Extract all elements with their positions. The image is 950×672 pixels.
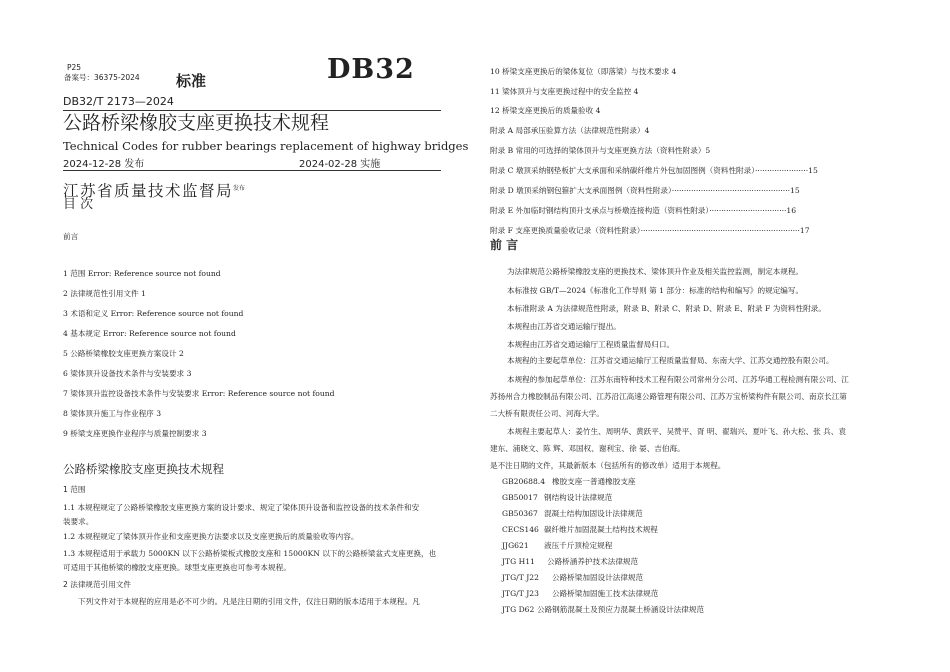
reference-code: JTG H11	[502, 557, 535, 566]
toc-item-design[interactable]: 5 公路桥梁橡胶支座更换方案设计 2	[63, 349, 184, 358]
issuer-suffix: 发布	[233, 184, 246, 192]
toc-heading: 目 次	[63, 197, 94, 212]
reference-name: 公路桥梁加固设计法律规范	[552, 573, 644, 582]
reference-name: 混凝土结构加固设计法律规范	[544, 509, 643, 518]
body-heading: 公路桥梁橡胶支座更换技术规程	[63, 462, 224, 476]
toc-item-lifting-procedure[interactable]: 8 梁体顶升施工与作业程序 3	[63, 409, 162, 418]
foreword-line-drafters-cont: 建东、浦晓文、陈 辉、邓国权、谢利宝、徐 晏、吉伯海。	[490, 444, 685, 453]
reference-name: 公路桥梁加固施工技术法律规范	[552, 589, 659, 598]
toc-item-scope[interactable]: 1 范围 Error: Reference source not found	[63, 269, 221, 278]
page-title-cn: 公路桥梁橡胶支座更换技术规程	[63, 112, 330, 134]
toc-item-appendix-c[interactable]: 附录 C 墩顶采纳钢垫板扩大支承面和采纳碳纤维片外包加固图例（资料性附录）······················15	[490, 166, 818, 175]
toc-item-quality-acceptance[interactable]: 12 桥梁支座更换后的质量验收 4	[490, 106, 601, 115]
toc-item-foreword[interactable]: 前言	[63, 232, 79, 241]
reference-name: 公路桥涵养护技术法律规范	[547, 557, 639, 566]
toc-item-references[interactable]: 2 法律规范性引用文件 1	[63, 289, 146, 298]
reference-code: JTG D62	[502, 605, 535, 614]
toc-item-appendix-f[interactable]: 附录 F 支座更换质量验收记录（资料性附录）··································································17	[490, 226, 810, 235]
foreword-line-drafters: 本规程主要起草人：姜竹生、周明华、黄跃平、吴赞平、胥 明、翟瑞兴、夏叶飞、孙大松、张 兵、袁	[507, 427, 846, 436]
toc-item-safety-monitoring[interactable]: 11 梁体顶升与支座更换过程中的安全监控 4	[490, 87, 639, 96]
reference-code: GB50367	[502, 509, 538, 518]
filing-number: 备案号：36375-2024	[64, 73, 140, 82]
toc-item-appendix-e[interactable]: 附录 E 外加临时钢结构顶升支承点与桥墩连接构造（资料性附录）································16	[490, 206, 797, 215]
header-divider-bottom	[63, 170, 441, 171]
toc-item-terms[interactable]: 3 术语和定义 Error: Reference source not found	[63, 309, 244, 318]
toc-item-appendix-b[interactable]: 附录 B 常用的可选择的梁体顶升与支座更换方法（资料性附录）5	[490, 146, 711, 155]
foreword-line-proposer: 本规程由江苏省交通运输厅提出。	[507, 322, 621, 331]
foreword-line-drafting-rule: 本标准按 GB/T—2024《标准化工作导则 第 1 部分：标准的结构和编写》的规定编写。	[507, 286, 804, 295]
reference-code: JJG621	[502, 541, 529, 550]
reference-name: 公路钢筋混凝土及预应力混凝土桥涵设计法律规范	[537, 605, 705, 614]
reference-name: 液压千斤顶检定规程	[544, 541, 613, 550]
reference-code: JTG/T J23	[502, 589, 539, 598]
clause-1-1: 1.1 本规程规定了公路桥梁橡胶支座更换方案的设计要求、规定了梁体顶升设备和监控设备的技术条件和安	[63, 503, 420, 512]
section-1-heading: 1 范围	[63, 485, 86, 494]
foreword-line-undated-refs: 是不注日期的文件，其最新版本（包括所有的修改单）适用于本规程。	[490, 461, 726, 470]
foreword-line-purpose: 为法律规范公路桥梁橡胶支座的更换技术、梁体顶升作业及相关监控监测，制定本规程。	[507, 267, 804, 276]
toc-item-monitoring-equipment[interactable]: 7 梁体顶升监控设备技术条件与安装要求 Error: Reference source not found	[63, 389, 335, 398]
foreword-line-participants-cont2: 二大桥有限责任公司、河海大学。	[490, 409, 604, 418]
publish-date: 2024-12-28 发布	[63, 159, 145, 170]
toc-item-replacement-procedure[interactable]: 9 桥梁支座更换作业程序与质量控制要求 3	[63, 429, 207, 438]
reference-name: 钢结构设计法律规范	[544, 493, 613, 502]
implement-date: 2024-02-28 实施	[299, 159, 381, 170]
toc-item-appendix-a[interactable]: 附录 A 局部承压验算方法（法律规范性附录）4	[490, 126, 650, 135]
foreword-line-appendices: 本标准附录 A 为法律规范性附录，附录 B、附录 C、附录 D、附录 E、附录 F 为资料性附录。	[507, 304, 826, 313]
reference-name: 碳纤维片加固混凝土结构技术规程	[544, 525, 658, 534]
toc-item-lifting-equipment[interactable]: 6 梁体顶升设备技术条件与安装要求 3	[63, 369, 192, 378]
foreword-line-centralizer: 本规程由江苏省交通运输厅工程质量监督局归口。	[507, 340, 675, 349]
reference-name: 橡胶支座一普通橡胶支座	[552, 477, 636, 486]
db-mark: DB32	[327, 54, 415, 85]
reference-code: GB50017	[502, 493, 538, 502]
clause-1-3-cont: 可适用于其他桥梁的橡胶支座更换。球型支座更换也可参考本规程。	[63, 563, 291, 572]
foreword-line-main-drafters: 本规程的主要起草单位：江苏省交通运输厅工程质量监督局、东南大学、江苏交通控股有限公司。	[507, 356, 834, 365]
standard-code-prefix: P25	[67, 63, 82, 72]
issuer-label: 江苏省质量技术监督局	[63, 182, 234, 200]
clause-1-3: 1.3 本规程适用于承载力 5000KN 以下公路桥梁板式橡胶支座和 15000KN 以下的公路桥梁盆式支座更换，也	[63, 549, 437, 558]
toc-item-beam-reset[interactable]: 10 桥梁支座更换后的梁体复位（即落梁）与技术要求 4	[490, 67, 677, 76]
page-title-en: Technical Codes for rubber bearings replacement of highway bridges	[63, 139, 469, 153]
foreword-line-participants: 本规程的参加起草单位：江苏东南特种技术工程有限公司常州分公司、江苏华通工程检测有限公司、江	[507, 375, 849, 384]
reference-code: CECS146	[502, 525, 539, 534]
section-2-heading: 2 法律规范引用文件	[63, 580, 131, 589]
section-2-paragraph: 下列文件对于本规程的应用是必不可少的。凡是注日期的引用文件，仅注日期的版本适用于本规程。凡	[78, 597, 420, 606]
foreword-heading: 前 言	[490, 238, 519, 252]
clause-1-2: 1.2 本规程规定了梁体顶升作业和支座更换方法要求以及支座更换后的质量验收等内容。	[63, 532, 359, 541]
clause-1-1-cont: 装要求。	[63, 517, 94, 526]
standard-number: DB32/T 2173—2024	[63, 95, 174, 108]
toc-item-appendix-d[interactable]: 附录 D 墩顶采纳钢包箍扩大支承面图例（资料性附录）·················································15	[490, 186, 800, 195]
reference-code: GB20688.4	[502, 477, 546, 486]
reference-code: JTG/T J22	[502, 573, 539, 582]
toc-item-basic-rules[interactable]: 4 基本规定 Error: Reference source not found	[63, 329, 236, 338]
standard-type-label: 标准	[176, 72, 207, 90]
foreword-line-participants-cont1: 苏扬州合力橡胶制品有限公司、江苏沿江高速公路管理有限公司、江苏万宝桥梁构件有限公司、南京长江第	[490, 392, 847, 401]
